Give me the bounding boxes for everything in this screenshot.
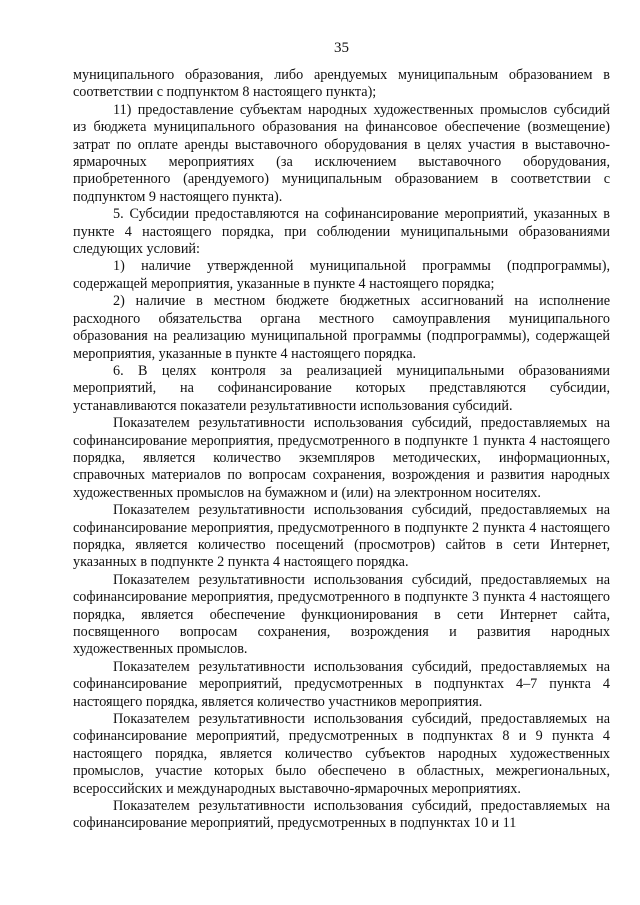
paragraph-indicator-4-7: Показателем результативности использования субсидий, предоставляемых на софинансирование мероприятий, предусмотренных в подпунктах 4–7 пункта 4 настоящего порядка, является количество участников мероприятия. [73, 658, 610, 710]
page-number: 35 [334, 40, 349, 56]
paragraph-indicator-10-11: Показателем результативности использования субсидий, предоставляемых на софинансирование мероприятий, предусмотренных в подпунктах 10 и 11 [73, 798, 610, 832]
paragraph-clause-6: 6. В целях контроля за реализацией муниципальными образованиями мероприятий, на софинансирование которых представляются субсидии, устанавливаются показатели результативности использования субсидий. [73, 362, 610, 414]
paragraph-indicator-2: Показателем результативности использования субсидий, предоставляемых на софинансирование мероприятия, предусмотренного в подпункте 2 пункта 4 настоящего порядка, является количество посещений (просмотров) сайтов в сети Интернет, указанных в подпункте 2 пункта 4 настоящего порядка. [73, 502, 610, 571]
paragraph-indicator-3: Показателем результативности использования субсидий, предоставляемых на софинансирование мероприятия, предусмотренного в подпункте 3 пункта 4 настоящего порядка, является обеспечение функционирования в сети Интернет сайта, посвященного вопросам сохранения, возрождения и развития народных художественных промыслов. [73, 571, 610, 658]
paragraph-condition-1: 1) наличие утвержденной муниципальной программы (подпрограммы), содержащей мероприятия, указанные в пункте 4 настоящего порядка; [73, 258, 610, 292]
paragraph-continuation: муниципального образования, либо арендуемых муниципальным образованием в соответствии с подпунктом 8 настоящего пункта); [73, 67, 610, 101]
paragraph-item-11: 11) предоставление субъектам народных художественных промыслов субсидий из бюджета муниципального образования на финансовое обеспечение (возмещение) затрат по оплате аренды выставочного оборудования в целях участия в выставочно-ярмарочных мероприятиях (за исключением выставочного оборудования, приобретенного (арендуемого) муниципальным образованием в соответствии с подпунктом 9 настоящего пункта). [73, 101, 610, 205]
paragraph-indicator-8-9: Показателем результативности использования субсидий, предоставляемых на софинансирование мероприятий, предусмотренных в подпунктах 8 и 9 пункта 4 настоящего порядка, является количество субъектов народных художественных промыслов, участие которых было обеспечено в областных, межрегиональных, всероссийских и международных выставочно-ярмарочных мероприятиях. [73, 711, 610, 797]
paragraph-indicator-1: Показателем результативности использования субсидий, предоставляемых на софинансирование мероприятия, предусмотренного в подпункте 1 пункта 4 настоящего порядка, является количество экземпляров методических, информационных, справочных материалов по вопросам сохранения, возрождения и развития народных художественных промыслов на бумажном и (или) на электронном носителях. [73, 415, 610, 501]
paragraph-condition-2: 2) наличие в местном бюджете бюджетных ассигнований на исполнение расходного обязательства органа местного самоуправления муниципального образования на реализацию муниципальной программы (подпрограммы), содержащей мероприятия, указанные в пункте 4 настоящего порядка. [73, 293, 610, 362]
paragraph-clause-5: 5. Субсидии предоставляются на софинансирование мероприятий, указанных в пункте 4 настоящего порядка, при соблюдении муниципальными образованиями следующих условий: [73, 206, 610, 258]
